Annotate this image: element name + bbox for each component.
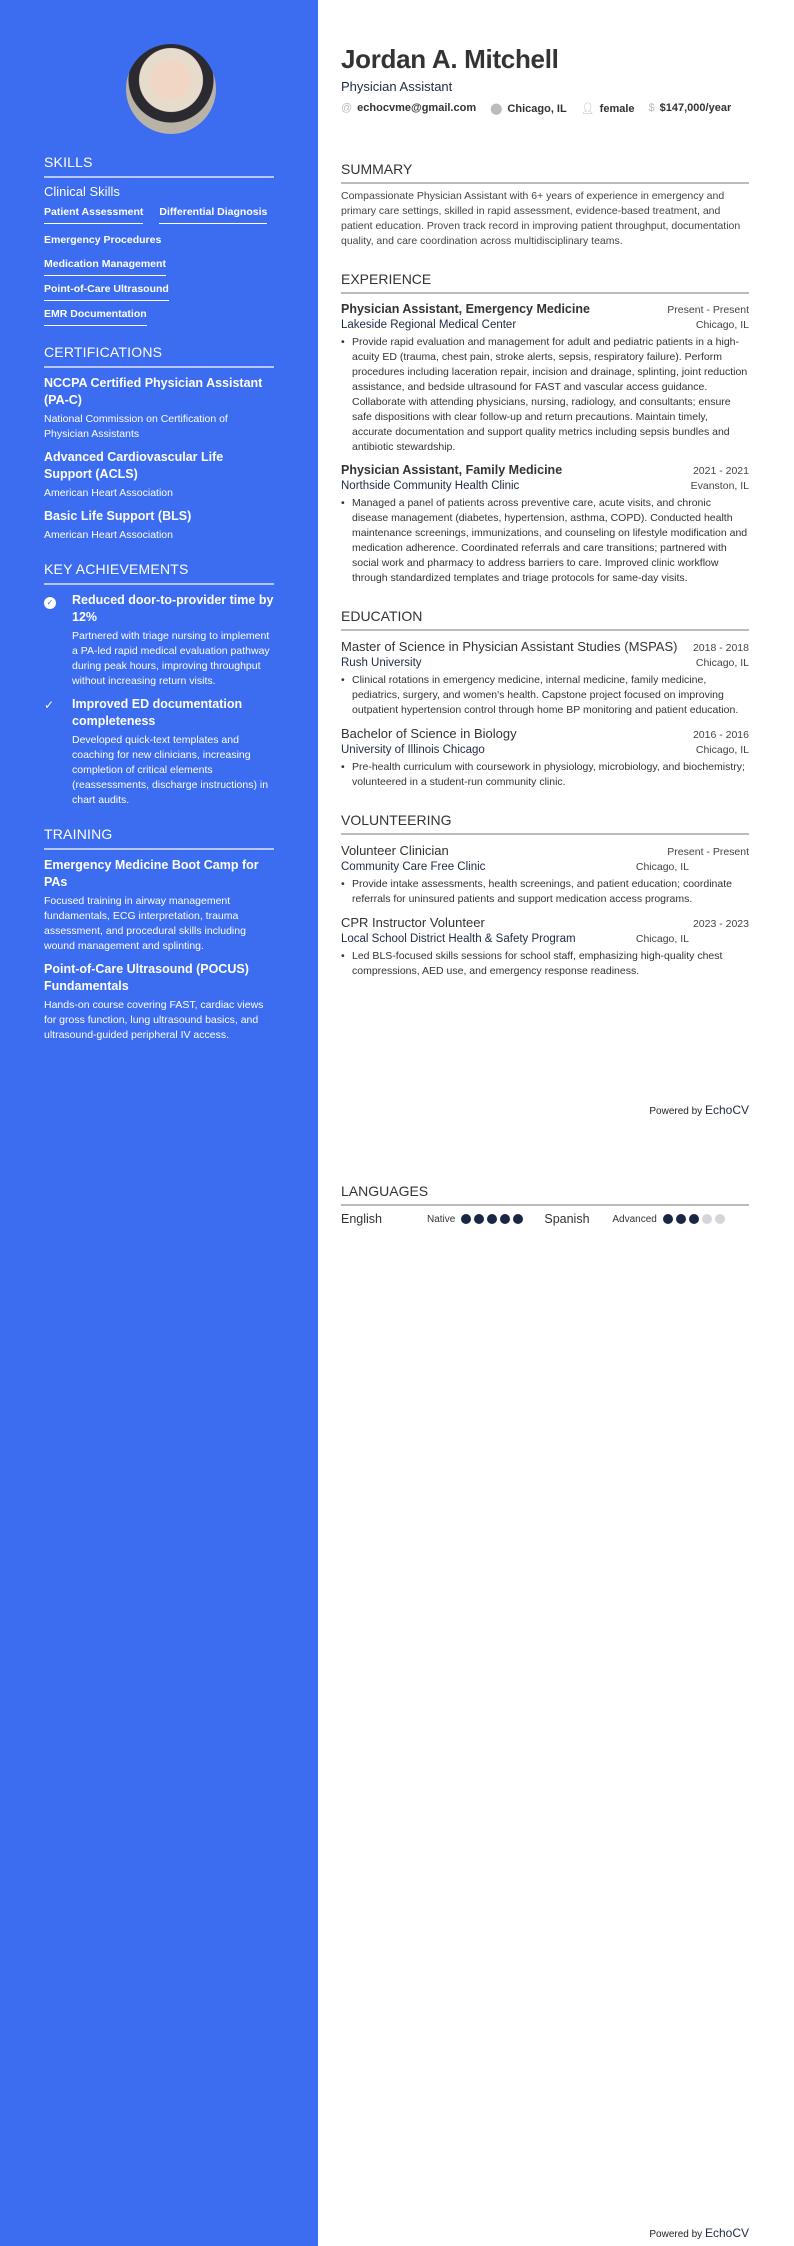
- entry-bullets: [341, 673, 749, 718]
- proficiency-dot: [663, 1214, 673, 1224]
- proficiency-dot: [689, 1214, 699, 1224]
- achievement-body: [72, 696, 274, 808]
- entry-bullets: [341, 949, 749, 979]
- training-title: Emergency Medicine Boot Camp for PAs: [44, 858, 259, 889]
- entry-organization: University of Illinois Chicago: [341, 744, 485, 756]
- proficiency-dot: [487, 1214, 497, 1224]
- brand-logo[interactable]: EchoCV: [704, 1103, 749, 1117]
- bullet-item: • Provide intake assessments, health screenings, and patient education; coordinate referrals for uninsured patients and support medication access programs.: [341, 877, 749, 907]
- achievement-desc: Partnered with triage nursing to implement a PA-led rapid medical evaluation pathway during peak hours, improving throughput without increasing return visits.: [72, 630, 270, 687]
- brand-logo[interactable]: EchoCV: [704, 2226, 749, 2240]
- certification-title: Advanced Cardiovascular Life Support (ACLS): [44, 450, 224, 481]
- education-list: [341, 639, 749, 790]
- entry-organization: Local School District Health & Safety Program: [341, 933, 576, 945]
- proficiency-dot: [461, 1214, 471, 1224]
- certification-issuer: American Heart Association: [44, 529, 173, 541]
- entry-bullets: [341, 496, 749, 586]
- skill-chip: EMR Documentation: [44, 304, 147, 326]
- entry-header: [341, 915, 749, 930]
- entry-location: Chicago, IL: [695, 657, 749, 669]
- education-heading: EDUCATION: [341, 608, 749, 631]
- achievements-list: [44, 592, 274, 808]
- entry-header: [341, 302, 749, 316]
- training-list: [44, 857, 274, 1043]
- skill-row: [44, 251, 274, 276]
- salary: $147,000/year: [659, 102, 732, 114]
- skill-chip: Point-of-Care Ultrasound: [44, 279, 169, 301]
- language-level: Advanced: [612, 1213, 657, 1225]
- entry-location: Evanston, IL: [690, 480, 749, 492]
- entry-organization: Community Care Free Clinic: [341, 861, 486, 873]
- entry-dates: 2016 - 2016: [692, 729, 749, 741]
- education-entry: [341, 726, 749, 790]
- entry-location: Chicago, IL: [695, 744, 749, 756]
- education-entry: [341, 639, 749, 718]
- skills-list-more: [44, 251, 274, 326]
- experience-list: [341, 302, 749, 586]
- achievement-title: Reduced door-to-provider time by 12%: [72, 593, 274, 624]
- bullet-item: • Provide rapid evaluation and management for adult and pediatric patients in a high-acuity ED (trauma, chest pain, stroke alerts, sepsis, respiratory failure). Perform procedures including laceration repair, incision and drainage, splinting, joint reduction assistance, and bedside ultrasound for FAST and vascular access guidance. Collaborate with attending physicians, nursing, radiology, and consultants; ensure safe dispositions with clear follow-up and return precautions. Maintain timely, accurate documentation and support quality metrics including sepsis bundles and antibiotic stewardship.: [341, 335, 749, 455]
- entry-dates: 2023 - 2023: [692, 918, 749, 930]
- entry-location: Chicago, IL: [635, 861, 689, 873]
- entry-header: [341, 843, 749, 858]
- experience-entry: [341, 302, 749, 455]
- bullet-item: • Clinical rotations in emergency medicine, internal medicine, family medicine, pediatrics, surgery, and women's health. Capstone project focused on improving outpatient hypertension control through home BP monitoring and patient education.: [341, 673, 749, 718]
- skill-row: [44, 301, 274, 326]
- achievements-heading: KEY ACHIEVEMENTS: [44, 561, 274, 585]
- certification-issuer: American Heart Association: [44, 487, 173, 499]
- achievement-item: [44, 592, 274, 689]
- volunteering-list: [341, 843, 749, 979]
- gender: female: [599, 103, 635, 115]
- bullet-item: • Pre-health curriculum with coursework in physiology, microbiology, and biochemistry; volunteered in a student-run community clinic.: [341, 760, 749, 790]
- check-icon: ✓: [44, 698, 55, 712]
- powered-by: [649, 1103, 749, 1117]
- entry-header: [341, 463, 749, 477]
- training-desc: Hands-on course covering FAST, cardiac views for gross function, lung ultrasound basics, and ultrasound-guided peripheral IV access.: [44, 999, 264, 1041]
- skill-chip: Medication Management: [44, 254, 166, 276]
- training-desc: Focused training in airway management fundamentals, ECG interpretation, trauma assessment, and procedural skills including wound management and splinting.: [44, 895, 246, 952]
- entry-subheader: [341, 741, 749, 756]
- entry-subheader: [341, 930, 749, 945]
- job-title: Physician Assistant: [341, 79, 453, 94]
- language-level: Native: [427, 1213, 456, 1225]
- skill-group-title: Clinical Skills: [44, 184, 120, 199]
- languages-heading: LANGUAGES: [341, 1183, 749, 1206]
- entry-dates: 2021 - 2021: [692, 465, 749, 477]
- entry-title: CPR Instructor Volunteer: [341, 915, 485, 930]
- proficiency-dot: [676, 1214, 686, 1224]
- entry-organization: Lakeside Regional Medical Center: [341, 319, 517, 331]
- certification-issuer: National Commission on Certification of Physician Assistants: [44, 413, 228, 440]
- certifications-list: [44, 375, 274, 543]
- entry-dates: Present - Present: [667, 846, 749, 858]
- profile-photo: [126, 44, 216, 134]
- proficiency-dot: [513, 1214, 523, 1224]
- achievement-desc: Developed quick-text templates and coaching for new clinicians, increasing completion of critical elements (reassessments, discharge instructions) in chart audits.: [72, 734, 269, 806]
- entry-dates: 2018 - 2018: [692, 642, 749, 654]
- proficiency-dot: [474, 1214, 484, 1224]
- salary-icon: $: [648, 102, 655, 114]
- languages-list: [341, 1212, 749, 1226]
- summary-heading: SUMMARY: [341, 161, 749, 184]
- proficiency-dot: [500, 1214, 510, 1224]
- language-name: Spanish: [544, 1212, 590, 1226]
- experience-heading: EXPERIENCE: [341, 271, 749, 294]
- entry-dates: Present - Present: [667, 304, 749, 316]
- proficiency-dot: [702, 1214, 712, 1224]
- language-name: English: [341, 1212, 382, 1226]
- powered-label: Powered by: [649, 1106, 703, 1117]
- entry-subheader: [341, 316, 749, 331]
- entry-title: Bachelor of Science in Biology: [341, 726, 517, 741]
- entry-subheader: [341, 477, 749, 492]
- location-pin-icon: ⬤: [490, 103, 503, 115]
- achievement-item: [44, 696, 274, 808]
- entry-location: Chicago, IL: [635, 933, 689, 945]
- entry-bullets: [341, 877, 749, 907]
- skill-label: Emergency Procedures: [44, 234, 162, 246]
- powered-by-footer: [649, 2226, 749, 2240]
- proficiency-dot: [715, 1214, 725, 1224]
- bullet-item: • Led BLS-focused skills sessions for school staff, emphasizing high-quality chest compressions, AED use, and emergency response readiness.: [341, 949, 749, 979]
- skills-list: [44, 199, 274, 251]
- entry-title: Physician Assistant, Emergency Medicine: [341, 302, 590, 316]
- check-circle-icon: ✓: [44, 592, 72, 689]
- skill-row: [44, 276, 274, 301]
- languages-section: [341, 1183, 749, 1226]
- volunteering-heading: VOLUNTEERING: [341, 812, 749, 835]
- contact-info: [341, 102, 749, 115]
- experience-entry: [341, 463, 749, 586]
- entry-title: Physician Assistant, Family Medicine: [341, 463, 563, 477]
- location: Chicago, IL: [507, 103, 567, 115]
- entry-subheader: [341, 654, 749, 669]
- skill-chip: Patient Assessment: [44, 202, 143, 224]
- sidebar: [0, 0, 318, 2246]
- skill-chip: [44, 227, 274, 251]
- volunteering-entry: [341, 843, 749, 907]
- powered-label: Powered by: [649, 2229, 703, 2240]
- entry-header: [341, 639, 749, 654]
- certification-title: Basic Life Support (BLS): [44, 509, 192, 523]
- skill-chip: Differential Diagnosis: [159, 202, 267, 224]
- summary-text: Compassionate Physician Assistant with 6+ years of experience in emergency and primary care settings, skilled in rapid assessment, evidence-based treatment, and patient education. Proven track record in improving patient throughput, documentation quality, and care coordination across multidisciplinary teams.: [341, 190, 741, 247]
- entry-subheader: [341, 858, 749, 873]
- volunteering-entry: [341, 915, 749, 979]
- entry-bullets: [341, 760, 749, 790]
- certification-title: NCCPA Certified Physician Assistant (PA-C): [44, 376, 263, 407]
- email[interactable]: echocvme@gmail.com: [357, 102, 477, 114]
- training-title: Point-of-Care Ultrasound (POCUS) Fundamentals: [44, 962, 249, 993]
- certifications-heading: CERTIFICATIONS: [44, 344, 274, 368]
- main-content: [341, 44, 749, 979]
- skills-heading: SKILLS: [44, 154, 274, 178]
- entry-header: [341, 726, 749, 741]
- candidate-name: Jordan A. Mitchell: [341, 44, 559, 74]
- training-heading: TRAINING: [44, 826, 274, 850]
- email-icon: @: [341, 102, 353, 114]
- entry-organization: Rush University: [341, 657, 422, 669]
- entry-location: Chicago, IL: [695, 319, 749, 331]
- bullet-item: • Managed a panel of patients across preventive care, acute visits, and chronic disease management (diabetes, hypertension, asthma, COPD). Conducted health maintenance screenings, immunizations, and counseling on lifestyle modification and medication adherence. Coordinated referrals and care transitions; partnered with social work and pharmacy to address barriers to care. Improved clinic workflow through standardized templates and triage protocols for same-day visits.: [341, 496, 749, 586]
- person-icon: 👤︎: [580, 103, 595, 115]
- entry-title: Volunteer Clinician: [341, 843, 449, 858]
- entry-organization: Northside Community Health Clinic: [341, 480, 520, 492]
- achievement-title: Improved ED documentation completeness: [72, 697, 243, 728]
- entry-title: Master of Science in Physician Assistant Studies (MSPAS): [341, 639, 678, 654]
- achievement-body: [72, 592, 274, 689]
- entry-bullets: [341, 335, 749, 455]
